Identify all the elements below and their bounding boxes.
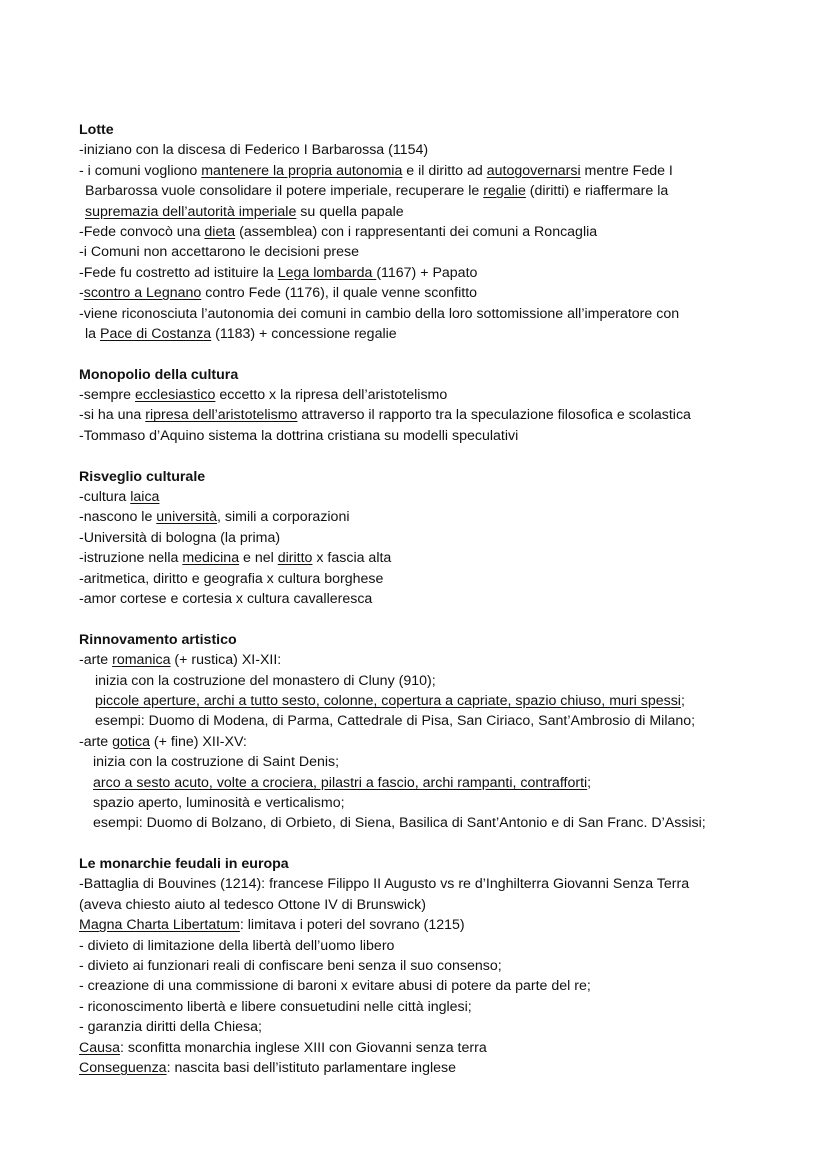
text-segment: - divieto ai funzionari reali di confiscare beni senza il suo consenso; <box>79 958 502 975</box>
text-line <box>79 1038 779 1058</box>
text-line <box>79 161 779 181</box>
text-line <box>79 691 779 711</box>
text-segment: -si ha una <box>79 407 146 424</box>
text-line <box>79 671 779 691</box>
text-segment: -viene riconosciuta l’autonomia dei comuni in cambio della loro sottomissione all’imperatore con <box>79 305 680 322</box>
text-segment: - <box>79 285 84 302</box>
text-line <box>79 813 779 833</box>
text-segment: -cultura <box>79 489 131 506</box>
text-segment: e il diritto ad <box>402 162 487 179</box>
text-line <box>79 997 779 1017</box>
text-segment: - creazione di una commissione di baroni x evitare abusi di potere da parte del re; <box>79 978 591 995</box>
text-segment: (1167) + Papato <box>376 264 478 281</box>
text-segment: su quella papale <box>296 203 404 220</box>
text-line <box>79 1017 779 1037</box>
underlined-text: gotica <box>112 733 150 750</box>
text-line <box>79 426 779 446</box>
text-segment: -Battaglia di Bouvines (1214): francese Filippo II Augusto vs re d’Inghilterra Giovanni Senza Terra <box>79 876 690 893</box>
text-segment: contro Fede (1176), il quale venne sconfitto <box>201 285 478 302</box>
text-line <box>79 507 779 527</box>
text-line <box>79 202 779 222</box>
underlined-text: Magna Charta Libertatum <box>79 917 240 934</box>
text-segment: Barbarossa vuole consolidare il potere imperiale, recuperare le <box>85 183 484 200</box>
text-line <box>79 915 779 935</box>
text-line <box>79 181 779 201</box>
text-line <box>79 711 779 731</box>
text-line <box>79 140 779 160</box>
text-segment: -Università di bologna (la prima) <box>79 529 281 546</box>
section-rinnovamento-artistico <box>79 630 779 834</box>
text-segment: -nascono le <box>79 509 157 526</box>
text-segment: : sconfitta monarchia inglese XIII con Giovanni senza terra <box>120 1039 487 1056</box>
text-segment: - garanzia diritti della Chiesa; <box>79 1019 262 1036</box>
underlined-text: diritto <box>277 550 313 567</box>
text-line <box>79 895 779 915</box>
text-segment: - divieto di limitazione della libertà dell’uomo libero <box>79 937 395 954</box>
section-lotte <box>79 120 779 344</box>
text-line <box>79 385 779 405</box>
text-segment: -i Comuni non accettarono le decisioni prese <box>79 244 359 261</box>
text-segment: -iniziano con la discesa di Federico I Barbarossa (1154) <box>79 142 429 159</box>
text-line <box>79 569 779 589</box>
underlined-text: Causa <box>79 1039 121 1056</box>
text-segment: ; <box>680 692 685 709</box>
text-segment: spazio aperto, luminosità e verticalismo; <box>93 794 345 811</box>
text-segment: (assemblea) con i rappresentanti dei comuni a Roncaglia <box>235 223 598 240</box>
text-line <box>79 773 779 793</box>
text-segment: -Fede convocò una <box>79 223 205 240</box>
text-line <box>79 304 779 324</box>
document-content <box>79 120 779 1099</box>
text-segment: -amor cortese e cortesia x cultura cavalleresca <box>79 590 373 607</box>
underlined-text: scontro a Legnano <box>83 285 202 302</box>
text-segment: -sempre <box>79 387 135 404</box>
underlined-text: laica <box>130 489 160 506</box>
text-segment: (+ fine) XII-XV: <box>149 733 247 750</box>
section-heading: Monopolio della cultura <box>79 366 239 383</box>
text-line <box>79 874 779 894</box>
text-line <box>79 405 779 425</box>
text-segment: esempi: Duomo di Bolzano, di Orbieto, di Siena, Basilica di Sant’Antonio e di San Franc. D’Assisi; <box>93 815 706 832</box>
text-segment: , simili a corporazioni <box>217 509 350 526</box>
text-line <box>79 650 779 670</box>
text-segment: - riconoscimento libertà e libere consuetudini nelle città inglesi; <box>79 998 472 1015</box>
text-line <box>79 222 779 242</box>
text-line <box>79 936 779 956</box>
text-line <box>79 793 779 813</box>
text-line <box>79 263 779 283</box>
text-line <box>79 956 779 976</box>
text-segment: - i comuni vogliono <box>79 162 202 179</box>
text-segment: attraverso il rapporto tra la speculazione filosofica e scolastica <box>297 407 691 424</box>
text-line <box>79 283 779 303</box>
text-segment: (+ rustica) XI-XII: <box>170 652 282 669</box>
text-segment: -arte <box>79 733 113 750</box>
underlined-text: mantenere la propria autonomia <box>201 162 403 179</box>
section-monopolio-della-cultura <box>79 365 779 447</box>
underlined-text: ecclesiastico <box>134 387 216 404</box>
text-segment: eccetto x la ripresa dell’aristotelismo <box>215 387 448 404</box>
underlined-text: Lega lombarda <box>277 264 377 281</box>
text-segment: inizia con la costruzione di Saint Denis; <box>93 754 340 771</box>
text-line <box>79 1058 779 1078</box>
text-line <box>79 548 779 568</box>
text-segment: -aritmetica, diritto e geografia x cultura borghese <box>79 570 384 587</box>
text-segment: -istruzione nella <box>79 550 183 567</box>
text-segment: -Fede fu costretto ad istituire la <box>79 264 278 281</box>
text-line <box>79 976 779 996</box>
underlined-text: dieta <box>204 223 236 240</box>
underlined-text: romanica <box>112 652 171 669</box>
text-segment: e nel <box>239 550 278 567</box>
text-segment: -arte <box>79 652 113 669</box>
section-le-monarchie-feudali-in-europa <box>79 854 779 1078</box>
text-segment: mentre Fede I <box>580 162 673 179</box>
section-heading: Le monarchie feudali in europa <box>79 856 289 873</box>
section-risveglio-culturale <box>79 467 779 610</box>
text-line <box>79 324 779 344</box>
text-segment: : limitava i poteri del sovrano (1215) <box>239 917 465 934</box>
text-segment: (1183) + concessione regalie <box>211 325 397 342</box>
text-line <box>79 589 779 609</box>
underlined-text: autogovernarsi <box>486 162 581 179</box>
text-segment: (aveva chiesto aiuto al tedesco Ottone IV di Brunswick) <box>79 896 426 913</box>
underlined-text: ripresa dell’aristotelismo <box>145 407 298 424</box>
underlined-text: arco a sesto acuto, volte a crociera, pilastri a fascio, archi rampanti, contrafforti <box>93 774 588 791</box>
section-heading: Rinnovamento artistico <box>79 631 237 648</box>
text-line <box>79 732 779 752</box>
underlined-text: medicina <box>182 550 240 567</box>
text-segment: inizia con la costruzione del monastero di Cluny (910); <box>95 672 436 689</box>
text-segment: (diritti) e riaffermare la <box>525 183 669 200</box>
section-heading: Lotte <box>79 122 114 138</box>
text-line <box>79 487 779 507</box>
text-line <box>79 528 779 548</box>
text-segment: x fascia alta <box>312 550 392 567</box>
text-line <box>79 752 779 772</box>
text-segment: ; <box>587 774 592 791</box>
text-line <box>79 242 779 262</box>
section-heading: Risveglio culturale <box>79 468 206 485</box>
text-segment: la <box>85 325 100 342</box>
underlined-text: università <box>156 509 218 526</box>
underlined-text: piccole aperture, archi a tutto sesto, colonne, copertura a capriate, spazio chiuso, muri spessi <box>95 692 681 709</box>
underlined-text: regalie <box>483 183 526 200</box>
underlined-text: Pace di Costanza <box>99 325 212 342</box>
underlined-text: supremazia dell’autorità imperiale <box>85 203 297 220</box>
text-segment: : nascita basi dell’istituto parlamentare inglese <box>166 1059 456 1076</box>
text-segment: -Tommaso d’Aquino sistema la dottrina cristiana su modelli speculativi <box>79 427 519 444</box>
text-segment: esempi: Duomo di Modena, di Parma, Cattedrale di Pisa, San Ciriaco, Sant’Ambrosio di Milano; <box>95 713 696 730</box>
underlined-text: Conseguenza <box>79 1059 167 1076</box>
